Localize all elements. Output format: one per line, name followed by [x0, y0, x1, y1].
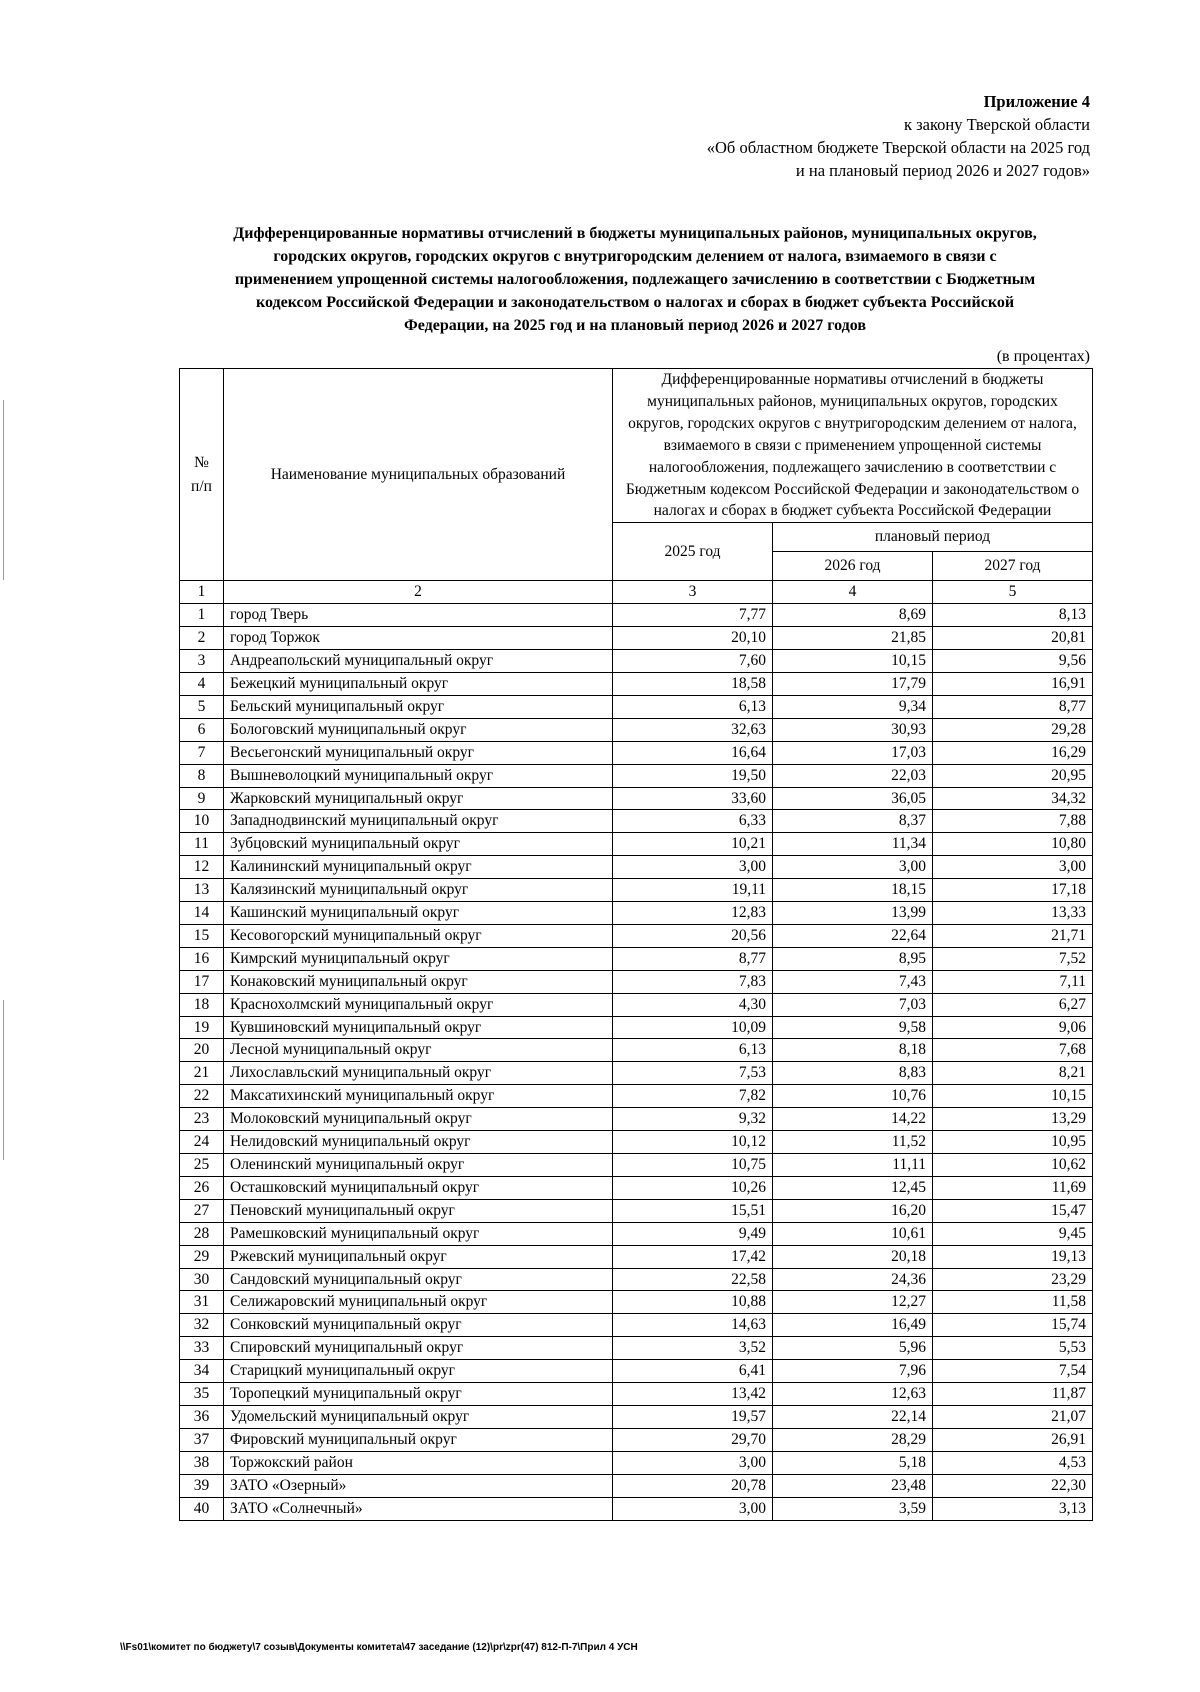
- municipality-name: Кувшиновский муниципальный округ: [224, 1016, 613, 1039]
- row-number: 32: [180, 1314, 224, 1337]
- table-row: [180, 1337, 1093, 1360]
- municipality-name: Западнодвинский муниципальный округ: [224, 810, 613, 833]
- value-2026: 14,22: [773, 1108, 933, 1131]
- table-row: [180, 1085, 1093, 1108]
- value-2027: 26,91: [933, 1428, 1093, 1451]
- value-2025: 10,09: [613, 1016, 773, 1039]
- row-number: 8: [180, 764, 224, 787]
- appendix-header: [707, 90, 1090, 182]
- row-number: 39: [180, 1474, 224, 1497]
- municipality-name: Старицкий муниципальный округ: [224, 1360, 613, 1383]
- value-2027: 8,21: [933, 1062, 1093, 1085]
- table-row: [180, 627, 1093, 650]
- municipality-name: Оленинский муниципальный округ: [224, 1154, 613, 1177]
- header-2026: 2026 год: [773, 552, 933, 581]
- row-number: 9: [180, 787, 224, 810]
- row-number: 3: [180, 650, 224, 673]
- value-2027: 7,52: [933, 947, 1093, 970]
- row-number: 12: [180, 856, 224, 879]
- value-2025: 32,63: [613, 718, 773, 741]
- value-2025: 6,13: [613, 695, 773, 718]
- municipality-name: Рамешковский муниципальный округ: [224, 1222, 613, 1245]
- value-2025: 3,00: [613, 1451, 773, 1474]
- row-number: 14: [180, 902, 224, 925]
- value-2025: 16,64: [613, 741, 773, 764]
- value-2027: 13,29: [933, 1108, 1093, 1131]
- municipality-name: Лихославльский муниципальный округ: [224, 1062, 613, 1085]
- row-number: 7: [180, 741, 224, 764]
- value-2025: 3,00: [613, 856, 773, 879]
- value-2027: 10,95: [933, 1131, 1093, 1154]
- value-2027: 19,13: [933, 1245, 1093, 1268]
- col-index: 1: [180, 581, 224, 604]
- units-label: (в процентах): [996, 348, 1090, 365]
- table-row: [180, 856, 1093, 879]
- municipality-name: Максатихинский муниципальный округ: [224, 1085, 613, 1108]
- municipality-name: Удомельский муниципальный округ: [224, 1405, 613, 1428]
- value-2026: 11,11: [773, 1154, 933, 1177]
- value-2026: 7,03: [773, 993, 933, 1016]
- value-2026: 5,18: [773, 1451, 933, 1474]
- value-2025: 13,42: [613, 1383, 773, 1406]
- value-2026: 7,43: [773, 970, 933, 993]
- table-row: [180, 879, 1093, 902]
- row-number: 28: [180, 1222, 224, 1245]
- row-number: 22: [180, 1085, 224, 1108]
- value-2027: 16,29: [933, 741, 1093, 764]
- value-2026: 9,34: [773, 695, 933, 718]
- row-number: 20: [180, 1039, 224, 1062]
- scan-edge-line: [3, 1000, 4, 1160]
- municipality-name: Кимрский муниципальный округ: [224, 947, 613, 970]
- municipality-name: Калязинский муниципальный округ: [224, 879, 613, 902]
- municipality-name: Бежецкий муниципальный округ: [224, 672, 613, 695]
- table-row: [180, 1245, 1093, 1268]
- row-number: 16: [180, 947, 224, 970]
- row-number: 23: [180, 1108, 224, 1131]
- value-2026: 8,69: [773, 604, 933, 627]
- value-2026: 8,18: [773, 1039, 933, 1062]
- row-number: 17: [180, 970, 224, 993]
- municipality-name: Осташковский муниципальный округ: [224, 1176, 613, 1199]
- value-2027: 20,81: [933, 627, 1093, 650]
- value-2027: 7,68: [933, 1039, 1093, 1062]
- table-row: [180, 1222, 1093, 1245]
- row-number: 27: [180, 1199, 224, 1222]
- value-2026: 13,99: [773, 902, 933, 925]
- value-2026: 12,63: [773, 1383, 933, 1406]
- value-2025: 17,42: [613, 1245, 773, 1268]
- row-number: 10: [180, 810, 224, 833]
- table-row: [180, 1291, 1093, 1314]
- municipality-name: Жарковский муниципальный округ: [224, 787, 613, 810]
- municipality-name: Ржевский муниципальный округ: [224, 1245, 613, 1268]
- row-number: 36: [180, 1405, 224, 1428]
- table-row: [180, 970, 1093, 993]
- value-2026: 22,03: [773, 764, 933, 787]
- value-2027: 16,91: [933, 672, 1093, 695]
- municipality-name: Краснохолмский муниципальный округ: [224, 993, 613, 1016]
- table-row: [180, 833, 1093, 856]
- row-number: 25: [180, 1154, 224, 1177]
- value-2027: 29,28: [933, 718, 1093, 741]
- value-2025: 6,41: [613, 1360, 773, 1383]
- municipality-name: Пеновский муниципальный округ: [224, 1199, 613, 1222]
- value-2026: 7,96: [773, 1360, 933, 1383]
- value-2025: 7,83: [613, 970, 773, 993]
- municipality-name: Бельский муниципальный округ: [224, 695, 613, 718]
- row-number: 33: [180, 1337, 224, 1360]
- header-2025: 2025 год: [613, 523, 773, 581]
- value-2025: 19,57: [613, 1405, 773, 1428]
- table-row: [180, 993, 1093, 1016]
- municipality-name: Нелидовский муниципальный округ: [224, 1131, 613, 1154]
- header-num: № п/п: [180, 369, 224, 581]
- row-number: 31: [180, 1291, 224, 1314]
- municipality-name: Сандовский муниципальный округ: [224, 1268, 613, 1291]
- value-2025: 15,51: [613, 1199, 773, 1222]
- value-2026: 16,49: [773, 1314, 933, 1337]
- municipality-name: Калининский муниципальный округ: [224, 856, 613, 879]
- header-norms: Дифференцированные нормативы отчислений в бюджеты муниципальных районов, муниципальных округов, городских округов, городских округов с внутригородским делением от налога, взимаемого в связи с применением упрощенной системы налогообложения, подлежащего зачислению в соответствии с Бюджетным кодексом Российской Федерации и законодательством о налогах и сборах в бюджет субъекта Российской Федерации: [613, 369, 1093, 523]
- municipality-name: Торжокский район: [224, 1451, 613, 1474]
- value-2027: 10,80: [933, 833, 1093, 856]
- table-body: [180, 604, 1093, 1520]
- value-2025: 12,83: [613, 902, 773, 925]
- value-2027: 5,53: [933, 1337, 1093, 1360]
- value-2026: 10,76: [773, 1085, 933, 1108]
- value-2027: 15,74: [933, 1314, 1093, 1337]
- value-2025: 9,32: [613, 1108, 773, 1131]
- row-number: 37: [180, 1428, 224, 1451]
- municipality-name: Бологовский муниципальный округ: [224, 718, 613, 741]
- table-row: [180, 1474, 1093, 1497]
- value-2025: 3,52: [613, 1337, 773, 1360]
- municipality-name: Вышневолоцкий муниципальный округ: [224, 764, 613, 787]
- value-2025: 22,58: [613, 1268, 773, 1291]
- row-number: 35: [180, 1383, 224, 1406]
- row-number: 40: [180, 1497, 224, 1520]
- municipality-name: город Тверь: [224, 604, 613, 627]
- row-number: 19: [180, 1016, 224, 1039]
- row-number: 2: [180, 627, 224, 650]
- value-2026: 5,96: [773, 1337, 933, 1360]
- value-2025: 9,49: [613, 1222, 773, 1245]
- value-2025: 19,50: [613, 764, 773, 787]
- municipality-name: Селижаровский муниципальный округ: [224, 1291, 613, 1314]
- municipality-name: ЗАТО «Солнечный»: [224, 1497, 613, 1520]
- row-number: 24: [180, 1131, 224, 1154]
- appendix-line-3: и на плановый период 2026 и 2027 годов»: [795, 161, 1090, 180]
- value-2027: 9,06: [933, 1016, 1093, 1039]
- table-row: [180, 604, 1093, 627]
- value-2025: 7,53: [613, 1062, 773, 1085]
- header-name: Наименование муниципальных образований: [224, 369, 613, 581]
- row-number: 38: [180, 1451, 224, 1474]
- value-2027: 7,11: [933, 970, 1093, 993]
- value-2026: 23,48: [773, 1474, 933, 1497]
- value-2026: 11,34: [773, 833, 933, 856]
- table-row: [180, 1268, 1093, 1291]
- value-2026: 10,15: [773, 650, 933, 673]
- value-2025: 20,56: [613, 924, 773, 947]
- value-2025: 18,58: [613, 672, 773, 695]
- value-2025: 6,33: [613, 810, 773, 833]
- value-2026: 36,05: [773, 787, 933, 810]
- document-title-line: городских округов, городских округов с внутригородским делением от налога, взимаемого в связи с: [273, 248, 997, 265]
- value-2027: 10,62: [933, 1154, 1093, 1177]
- appendix-line-1: к закону Тверской области: [903, 115, 1090, 134]
- municipality-name: Зубцовский муниципальный округ: [224, 833, 613, 856]
- value-2025: 3,00: [613, 1497, 773, 1520]
- row-number: 15: [180, 924, 224, 947]
- municipality-name: ЗАТО «Озерный»: [224, 1474, 613, 1497]
- value-2026: 9,58: [773, 1016, 933, 1039]
- row-number: 5: [180, 695, 224, 718]
- table-row: [180, 1062, 1093, 1085]
- value-2026: 22,64: [773, 924, 933, 947]
- value-2025: 14,63: [613, 1314, 773, 1337]
- value-2027: 10,15: [933, 1085, 1093, 1108]
- value-2025: 4,30: [613, 993, 773, 1016]
- value-2027: 15,47: [933, 1199, 1093, 1222]
- table-row: [180, 1383, 1093, 1406]
- table-row: [180, 1314, 1093, 1337]
- row-number: 18: [180, 993, 224, 1016]
- document-title-line: применением упрощенной системы налогообложения, подлежащего зачислению в соответствии с Бюджетным: [234, 271, 1036, 288]
- value-2025: 8,77: [613, 947, 773, 970]
- row-number: 13: [180, 879, 224, 902]
- value-2025: 33,60: [613, 787, 773, 810]
- value-2025: 20,78: [613, 1474, 773, 1497]
- table-row: [180, 695, 1093, 718]
- value-2027: 3,13: [933, 1497, 1093, 1520]
- value-2026: 10,61: [773, 1222, 933, 1245]
- municipality-name: Кашинский муниципальный округ: [224, 902, 613, 925]
- document-title-line: Федерации, на 2025 год и на плановый период 2026 и 2027 годов: [404, 317, 866, 334]
- value-2027: 11,69: [933, 1176, 1093, 1199]
- value-2025: 10,21: [613, 833, 773, 856]
- value-2026: 22,14: [773, 1405, 933, 1428]
- row-number: 6: [180, 718, 224, 741]
- value-2025: 7,82: [613, 1085, 773, 1108]
- value-2026: 8,83: [773, 1062, 933, 1085]
- row-number: 30: [180, 1268, 224, 1291]
- municipality-name: Андреапольский муниципальный округ: [224, 650, 613, 673]
- table-row: [180, 787, 1093, 810]
- value-2027: 22,30: [933, 1474, 1093, 1497]
- value-2026: 12,27: [773, 1291, 933, 1314]
- scan-edge-line: [3, 400, 4, 580]
- value-2025: 20,10: [613, 627, 773, 650]
- value-2025: 19,11: [613, 879, 773, 902]
- municipality-name: Весьегонский муниципальный округ: [224, 741, 613, 764]
- row-number: 11: [180, 833, 224, 856]
- header-planning-period: плановый период: [773, 523, 1093, 552]
- row-number: 29: [180, 1245, 224, 1268]
- row-number: 4: [180, 672, 224, 695]
- municipality-name: Лесной муниципальный округ: [224, 1039, 613, 1062]
- value-2027: 9,56: [933, 650, 1093, 673]
- appendix-title: Приложение 4: [983, 92, 1090, 111]
- value-2026: 11,52: [773, 1131, 933, 1154]
- col-index: 3: [613, 581, 773, 604]
- value-2025: 10,26: [613, 1176, 773, 1199]
- value-2026: 3,00: [773, 856, 933, 879]
- table-row: [180, 1176, 1093, 1199]
- table-row: [180, 1360, 1093, 1383]
- value-2027: 21,07: [933, 1405, 1093, 1428]
- table-row: [180, 650, 1093, 673]
- municipality-name: Молоковский муниципальный округ: [224, 1108, 613, 1131]
- value-2026: 24,36: [773, 1268, 933, 1291]
- value-2026: 21,85: [773, 627, 933, 650]
- value-2027: 20,95: [933, 764, 1093, 787]
- table-row: [180, 764, 1093, 787]
- value-2025: 7,77: [613, 604, 773, 627]
- value-2027: 23,29: [933, 1268, 1093, 1291]
- value-2027: 7,88: [933, 810, 1093, 833]
- value-2027: 11,58: [933, 1291, 1093, 1314]
- col-index: 4: [773, 581, 933, 604]
- value-2027: 13,33: [933, 902, 1093, 925]
- municipality-name: Сонковский муниципальный округ: [224, 1314, 613, 1337]
- value-2026: 8,37: [773, 810, 933, 833]
- col-index: 2: [224, 581, 613, 604]
- value-2026: 17,79: [773, 672, 933, 695]
- value-2026: 12,45: [773, 1176, 933, 1199]
- value-2026: 18,15: [773, 879, 933, 902]
- table-row: [180, 1154, 1093, 1177]
- value-2025: 29,70: [613, 1428, 773, 1451]
- col-index: 5: [933, 581, 1093, 604]
- municipality-name: Фировский муниципальный округ: [224, 1428, 613, 1451]
- value-2025: 10,75: [613, 1154, 773, 1177]
- value-2027: 8,77: [933, 695, 1093, 718]
- value-2025: 10,88: [613, 1291, 773, 1314]
- table-row: [180, 1428, 1093, 1451]
- table-row: [180, 902, 1093, 925]
- norms-table: [179, 368, 1093, 1521]
- value-2027: 6,27: [933, 993, 1093, 1016]
- table-row: [180, 1131, 1093, 1154]
- municipality-name: город Торжок: [224, 627, 613, 650]
- document-title-line: Дифференцированные нормативы отчислений в бюджеты муниципальных районов, муниципальных округов,: [233, 225, 1037, 242]
- document-title-line: кодексом Российской Федерации и законодательством о налогах и сборах в бюджет субъекта Российской: [255, 294, 1015, 311]
- value-2027: 21,71: [933, 924, 1093, 947]
- appendix-line-2: «Об областном бюджете Тверской области на 2025 год: [706, 138, 1090, 157]
- value-2025: 7,60: [613, 650, 773, 673]
- value-2026: 17,03: [773, 741, 933, 764]
- municipality-name: Спировский муниципальный округ: [224, 1337, 613, 1360]
- municipality-name: Торопецкий муниципальный округ: [224, 1383, 613, 1406]
- value-2026: 28,29: [773, 1428, 933, 1451]
- value-2026: 16,20: [773, 1199, 933, 1222]
- value-2027: 34,32: [933, 787, 1093, 810]
- value-2025: 6,13: [613, 1039, 773, 1062]
- row-number: 26: [180, 1176, 224, 1199]
- file-path-footer: \\Fs01\комитет по бюджету\7 созыв\Документы комитета\47 заседание (12)\pr\zpr(47) 812-П-7\Прил 4 УСН: [120, 1642, 638, 1653]
- table-row: [180, 672, 1093, 695]
- value-2025: 10,12: [613, 1131, 773, 1154]
- row-number: 34: [180, 1360, 224, 1383]
- row-number: 1: [180, 604, 224, 627]
- table-row: [180, 741, 1093, 764]
- document-title: [175, 222, 1095, 337]
- value-2027: 4,53: [933, 1451, 1093, 1474]
- header-2027: 2027 год: [933, 552, 1093, 581]
- table-row: [180, 1199, 1093, 1222]
- value-2026: 3,59: [773, 1497, 933, 1520]
- value-2027: 7,54: [933, 1360, 1093, 1383]
- table-row: [180, 924, 1093, 947]
- table-row: [180, 718, 1093, 741]
- value-2026: 20,18: [773, 1245, 933, 1268]
- municipality-name: Конаковский муниципальный округ: [224, 970, 613, 993]
- value-2027: 17,18: [933, 879, 1093, 902]
- table-row: [180, 1016, 1093, 1039]
- row-number: 21: [180, 1062, 224, 1085]
- value-2027: 8,13: [933, 604, 1093, 627]
- table-row: [180, 1108, 1093, 1131]
- value-2027: 11,87: [933, 1383, 1093, 1406]
- table-row: [180, 1405, 1093, 1428]
- municipality-name: Кесовогорский муниципальный округ: [224, 924, 613, 947]
- value-2027: 9,45: [933, 1222, 1093, 1245]
- table-row: [180, 1497, 1093, 1520]
- table-row: [180, 1039, 1093, 1062]
- table-row: [180, 1451, 1093, 1474]
- table-row: [180, 810, 1093, 833]
- value-2026: 8,95: [773, 947, 933, 970]
- table-row: [180, 947, 1093, 970]
- value-2027: 3,00: [933, 856, 1093, 879]
- value-2026: 30,93: [773, 718, 933, 741]
